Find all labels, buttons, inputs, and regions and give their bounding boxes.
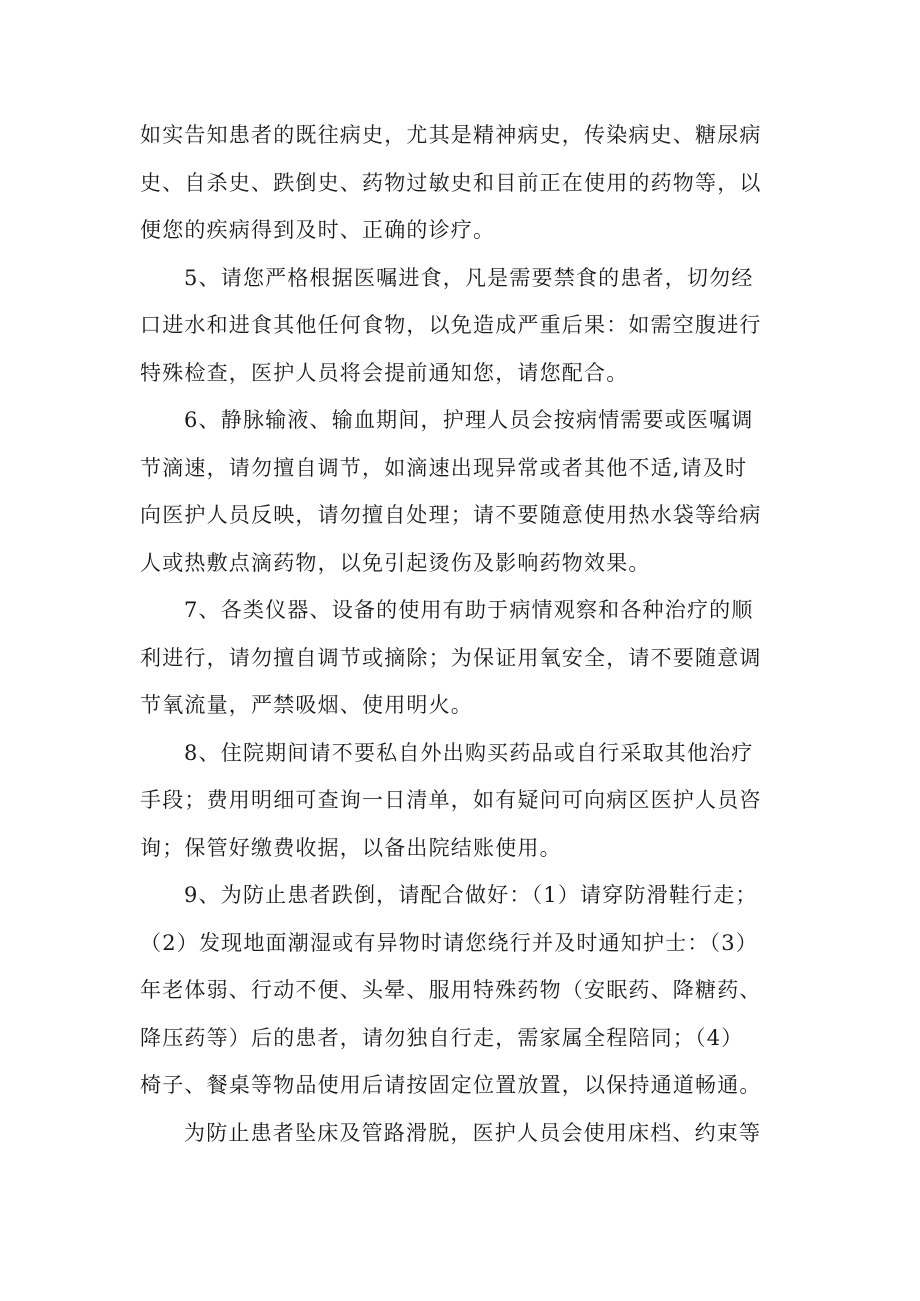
text-line: 节氧流量，严禁吸烟、使用明火。 <box>140 693 473 717</box>
text-line: 特殊检查，医护人员将会提前通知您，请您配合。 <box>140 360 629 385</box>
text-line: 椅子、餐桌等物品使用后请按固定位置放置，以保持通道畅通。 <box>140 1073 762 1097</box>
paragraph-6-start: 6、静脉输液、输血期间，护理人员会按病情需要或医嘱调 <box>184 408 754 432</box>
paragraph-final-start: 为防止患者坠床及管路滑脱，医护人员会使用床档、约束等 <box>184 1120 762 1145</box>
text-line: 人或热敷点滴药物，以免引起烫伤及影响药物效果。 <box>140 550 651 575</box>
document-body <box>140 112 800 1157</box>
text-line: 利进行，请勿擅自调节或摘除；为保证用氧安全，请不要随意调 <box>140 645 762 670</box>
text-line: 手段；费用明细可查询一日清单，如有疑问可向病区医护人员咨 <box>140 788 762 812</box>
text-line: 降压药等）后的患者，请勿独自行走，需家属全程陪同；（4） <box>140 1025 744 1050</box>
text-line: 如实告知患者的既往病史，尤其是精神病史，传染病史、糖尿病 <box>140 123 762 147</box>
text-line: 向医护人员反映，请勿擅自处理；请不要随意使用热水袋等给病 <box>140 503 762 527</box>
text-line: 便您的疾病得到及时、正确的诊疗。 <box>140 218 496 242</box>
paragraph-8-start: 8、住院期间请不要私自外出购买药品或自行采取其他治疗 <box>184 740 754 765</box>
text-line: 史、自杀史、跌倒史、药物过敏史和目前正在使用的药物等，以 <box>140 170 762 195</box>
paragraph-7-start: 7、各类仪器、设备的使用有助于病情观察和各种治疗的顺 <box>184 598 754 622</box>
text-line: （2）发现地面潮湿或有异物时请您绕行并及时通知护士：（3） <box>140 930 759 955</box>
text-line: 口进水和进食其他任何食物，以免造成严重后果：如需空腹进行 <box>140 313 762 337</box>
text-line: 询；保管好缴费收据，以备出院结账使用。 <box>140 835 562 860</box>
paragraph-5-start: 5、请您严格根据医嘱进食，凡是需要禁食的患者，切勿经 <box>184 265 754 290</box>
text-line: 年老体弱、行动不便、头晕、服用特殊药物（安眠药、降糖药、 <box>140 978 762 1002</box>
paragraph-9-start: 9、为防止患者跌倒，请配合做好：（1）请穿防滑鞋行走； <box>184 883 758 907</box>
text-line: 节滴速，请勿擅自调节，如滴速出现异常或者其他不适,请及时 <box>140 455 748 480</box>
